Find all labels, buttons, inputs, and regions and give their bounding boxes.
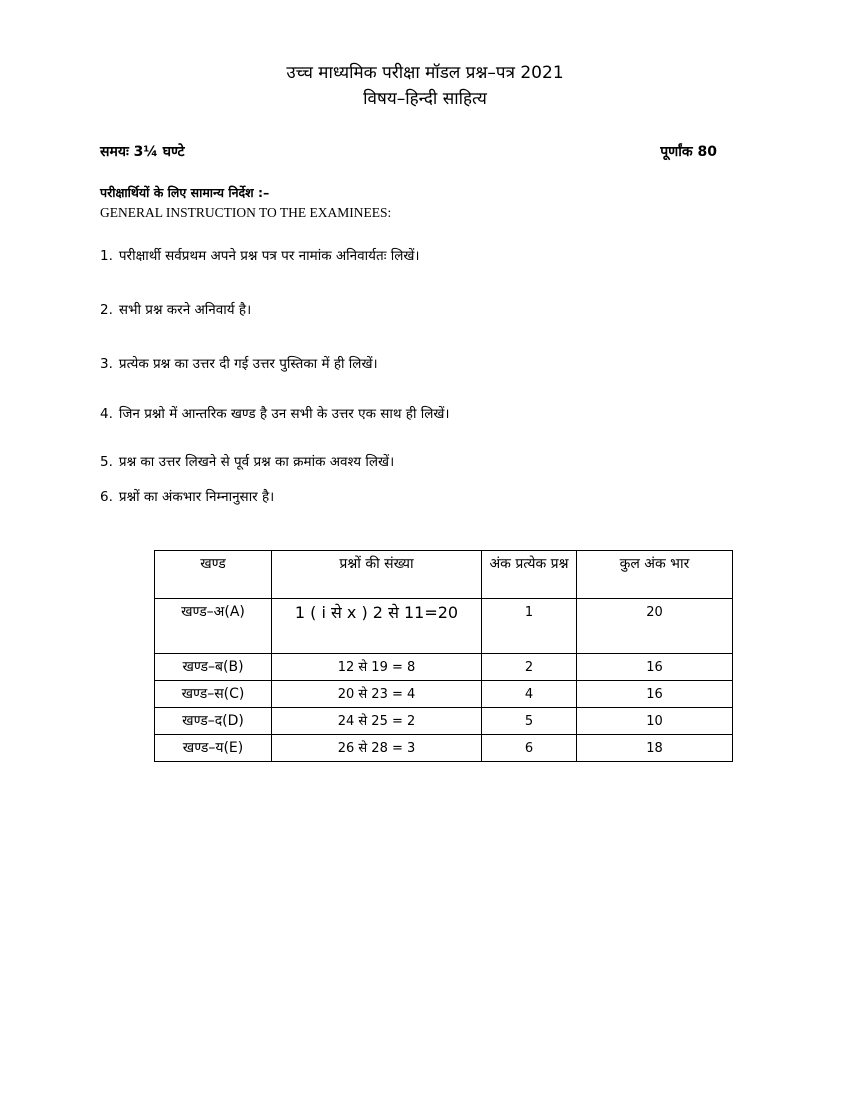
marks-distribution-table (154, 550, 733, 762)
section-cell: खण्ड–द(D) (155, 708, 272, 735)
section-cell: खण्ड–स(C) (155, 681, 272, 708)
header-section: खण्ड (155, 551, 272, 599)
instruction-number: 2. (100, 302, 113, 318)
instruction-number: 6. (100, 489, 113, 505)
instruction-item (100, 299, 251, 321)
instruction-number: 3. (100, 356, 113, 372)
page-title: उच्च माध्यमिक परीक्षा मॉडल प्रश्न–पत्र 2021 (286, 63, 564, 83)
instruction-text: प्रत्येक प्रश्न का उत्तर दी गई उत्तर पुस्तिका में ही लिखें। (118, 356, 378, 372)
marks-each-cell: 4 (482, 681, 577, 708)
full-marks: पूर्णांक 80 (660, 144, 717, 160)
table-header-row (155, 551, 733, 599)
instruction-text: प्रश्नों का अंकभार निम्नानुसार है। (118, 489, 275, 505)
questions-cell: 12 से 19 = 8 (272, 654, 482, 681)
instruction-item (100, 353, 378, 375)
table-row (155, 708, 733, 735)
instruction-text: सभी प्रश्न करने अनिवार्य है। (118, 302, 252, 318)
marks-each-cell: 6 (482, 735, 577, 762)
header-question-count: प्रश्नों की संख्या (272, 551, 482, 599)
table-row (155, 735, 733, 762)
marks-each-cell: 5 (482, 708, 577, 735)
header-total-marks: कुल अंक भार (577, 551, 733, 599)
instruction-text: परीक्षार्थी सर्वप्रथम अपने प्रश्न पत्र पर नामांक अनिवार्यतः लिखें। (118, 248, 420, 264)
table-row (155, 654, 733, 681)
total-marks-cell: 16 (577, 681, 733, 708)
total-marks-cell: 20 (577, 599, 733, 654)
total-marks-cell: 18 (577, 735, 733, 762)
subject-title: विषय–हिन्दी साहित्य (363, 89, 487, 109)
questions-cell: 1 ( i से x ) 2 से 11=20 (272, 599, 482, 654)
instruction-item (100, 486, 274, 508)
instruction-item (100, 451, 394, 473)
section-cell: खण्ड–य(E) (155, 735, 272, 762)
instruction-number: 5. (100, 454, 113, 470)
total-marks-cell: 10 (577, 708, 733, 735)
table-row (155, 599, 733, 654)
exam-duration: समयः 3¼ घण्टे (100, 144, 185, 160)
instructions-heading-english: GENERAL INSTRUCTION TO THE EXAMINEES: (100, 205, 392, 220)
instruction-number: 1. (100, 248, 113, 264)
questions-cell: 20 से 23 = 4 (272, 681, 482, 708)
total-marks-cell: 16 (577, 654, 733, 681)
section-cell: खण्ड–अ(A) (155, 599, 272, 654)
instruction-item (100, 245, 420, 267)
instruction-text: जिन प्रश्नो में आन्तरिक खण्ड है उन सभी के उत्तर एक साथ ही लिखें। (118, 406, 450, 422)
section-cell: खण्ड–ब(B) (155, 654, 272, 681)
instruction-text: प्रश्न का उत्तर लिखने से पूर्व प्रश्न का क्रमांक अवश्य लिखें। (118, 454, 395, 470)
instructions-heading-hindi: परीक्षार्थियों के लिए सामान्य निर्देश :– (100, 185, 270, 200)
marks-each-cell: 2 (482, 654, 577, 681)
table-row (155, 681, 733, 708)
questions-cell: 26 से 28 = 3 (272, 735, 482, 762)
questions-cell: 24 से 25 = 2 (272, 708, 482, 735)
instruction-number: 4. (100, 406, 113, 422)
marks-each-cell: 1 (482, 599, 577, 654)
instruction-item (100, 403, 450, 425)
header-marks-each: अंक प्रत्येक प्रश्न (482, 551, 577, 599)
